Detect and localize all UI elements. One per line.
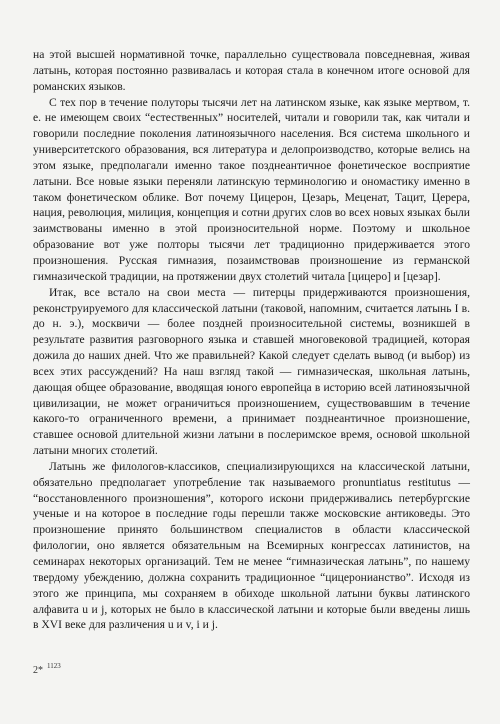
- paragraph: Латынь же филологов-классиков, специализирующихся на классической латыни, обязательно предполагает употребление так называемого pronuntiatus restitutus — “восстановленного произношения”, которого искони придерживались петербургские ученые и на которое в последние годы перешли также московские антиковеды. Это произношение принято большинством специалистов в области классической филологии, оно является обязательным на Всемирных конгрессах латинистов, на семинарах некоторых организаций. Тем не менее “гимназическая латынь”, по нашему твердому убеждению, должна сохранить традиционное “цицеронианство”. Исходя из этого же принципа, мы сохраняем в обиходе школьной латыни буквы латинского алфавита u и j, которых не было в классической латыни и которые были введены лишь в XVI веке для различения u и v, i и j.: [33, 459, 470, 632]
- signature-mark: 2*: [33, 665, 43, 676]
- paragraph: С тех пор в течение полуторы тысячи лет на латинском языке, как языке мертвом, т. е. не имеющем своих “естественных” носителей, читали и говорили так, как читали и говорили последние поколения латиноязычного населения. Вся система школьного и университетского образования, вся литература и делопроизводство, которые велись на этом языке, предполагали именно такое позднеантичное фонетическое восприятие латыни. Все новые языки переняли латинскую терминологию и ономастику именно в таком фонетическом облике. Вот почему Цицерон, Цезарь, Меценат, Тацит, Церера, нация, революция, милиция, концепция и сотни других слов во всех новых языках были заимствованы именно в этой произносительной норме. Поэтому и школьное образование вот уже полторы тысячи лет традиционно придерживается этого произношения. Русская гимназия, позаимствовав произношение из германской гимназической традиции, на протяжении двух столетий читала [цицеро] и [цезар].: [33, 95, 470, 283]
- print-code: 1123: [47, 662, 61, 670]
- paragraph: Итак, все встало на свои места — питерцы придерживаются произношения, реконструируемого для классической латыни (таковой, напомним, считается латынь I в. до н. э.), москвичи — более поздней произносительной системы, возникшей в результате развития разговорного языка и ставшей многовековой традицией, которая дожила до наших дней. Что же правильней? Какой следует сделать вывод (и выбор) из всех этих рассуждений? На наш взгляд такой — гимназическая, школьная латынь, дающая общее образование, вводящая юного европейца в историю всей латиноязычной цивилизации, не может ограничиться произношением, существовавшим в течение какого-то ограниченного времени, а принимает позднеантичное произношение, ставшее основой длительной жизни латыни в послеримское время, основой школьной латыни многих столетий.: [33, 285, 470, 458]
- paragraph: на этой высшей нормативной точке, параллельно существовала повседневная, живая латынь, которая постоянно развивалась и которая стала в конечном итоге основой для романских языков.: [33, 48, 470, 93]
- page-footer: [33, 662, 61, 676]
- body-text: [33, 47, 470, 633]
